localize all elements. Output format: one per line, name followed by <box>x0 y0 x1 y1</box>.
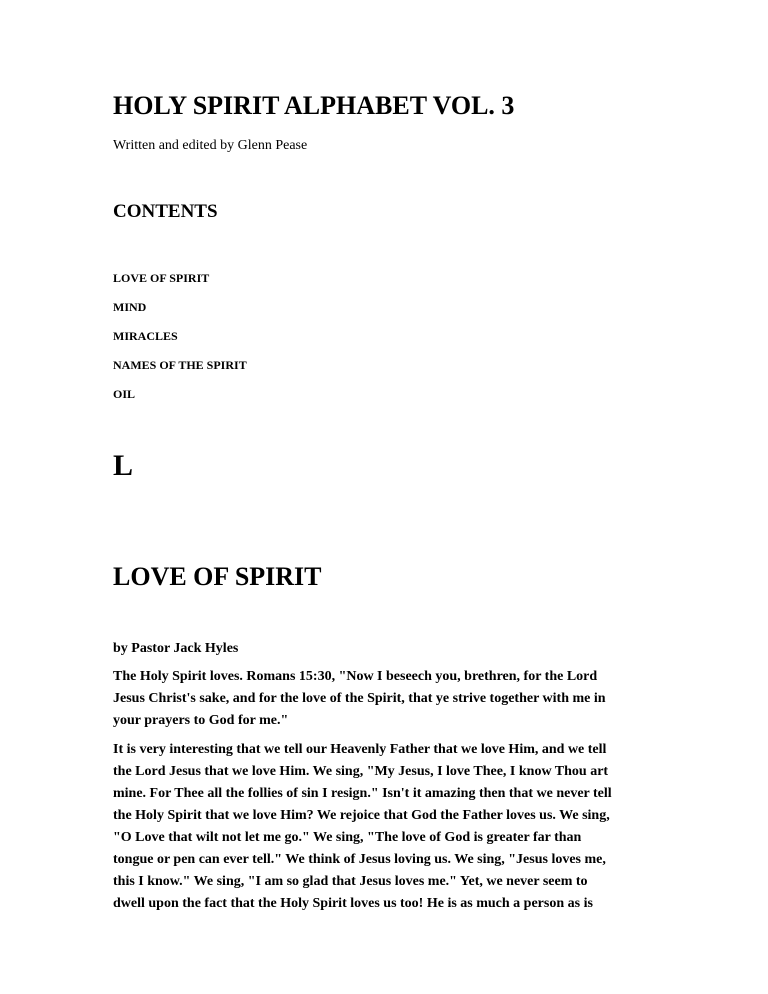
byline: Written and edited by Glenn Pease <box>113 138 308 153</box>
author-line: by Pastor Jack Hyles <box>113 641 239 656</box>
toc-item-names-of-the-spirit: NAMES OF THE SPIRIT <box>113 358 247 372</box>
table-of-contents <box>113 270 247 415</box>
toc-item-mind: MIND <box>113 300 147 314</box>
paragraph-2 <box>113 739 658 915</box>
toc-item-love-of-spirit: LOVE OF SPIRIT <box>113 271 210 285</box>
paragraph-1 <box>113 666 658 732</box>
paragraph-line: tongue or pen can ever tell." We think of Jesus loving us. We sing, "Jesus loves me, <box>113 852 606 867</box>
paragraph-line: The Holy Spirit loves. Romans 15:30, "Now I beseech you, brethren, for the Lord <box>113 669 598 684</box>
toc-item-oil: OIL <box>113 387 136 401</box>
paragraph-line: Jesus Christ's sake, and for the love of the Spirit, that ye strive together with me in <box>113 691 606 706</box>
paragraph-line: It is very interesting that we tell our Heavenly Father that we love Him, and we tell <box>113 742 607 757</box>
paragraph-line: your prayers to God for me." <box>113 713 289 728</box>
document-title: HOLY SPIRIT ALPHABET VOL. 3 <box>113 91 515 120</box>
paragraph-line: mine. For Thee all the follies of sin I resign." Isn't it amazing then that we never tell <box>113 786 612 801</box>
toc-item-miracles: MIRACLES <box>113 329 178 343</box>
contents-heading: CONTENTS <box>113 201 218 222</box>
paragraph-line: the Holy Spirit that we love Him? We rejoice that God the Father loves us. We sing, <box>113 808 610 823</box>
paragraph-line: the Lord Jesus that we love Him. We sing, "My Jesus, I love Thee, I know Thou art <box>113 764 609 779</box>
paragraph-line: dwell upon the fact that the Holy Spirit loves us too! He is as much a person as is <box>113 896 593 911</box>
paragraph-line: "O Love that wilt not let me go." We sing, "The love of God is greater far than <box>113 830 582 845</box>
paragraph-line: this I know." We sing, "I am so glad that Jesus loves me." Yet, we never seem to <box>113 874 588 889</box>
section-letter: L <box>113 449 134 482</box>
section-heading: LOVE OF SPIRIT <box>113 562 322 591</box>
